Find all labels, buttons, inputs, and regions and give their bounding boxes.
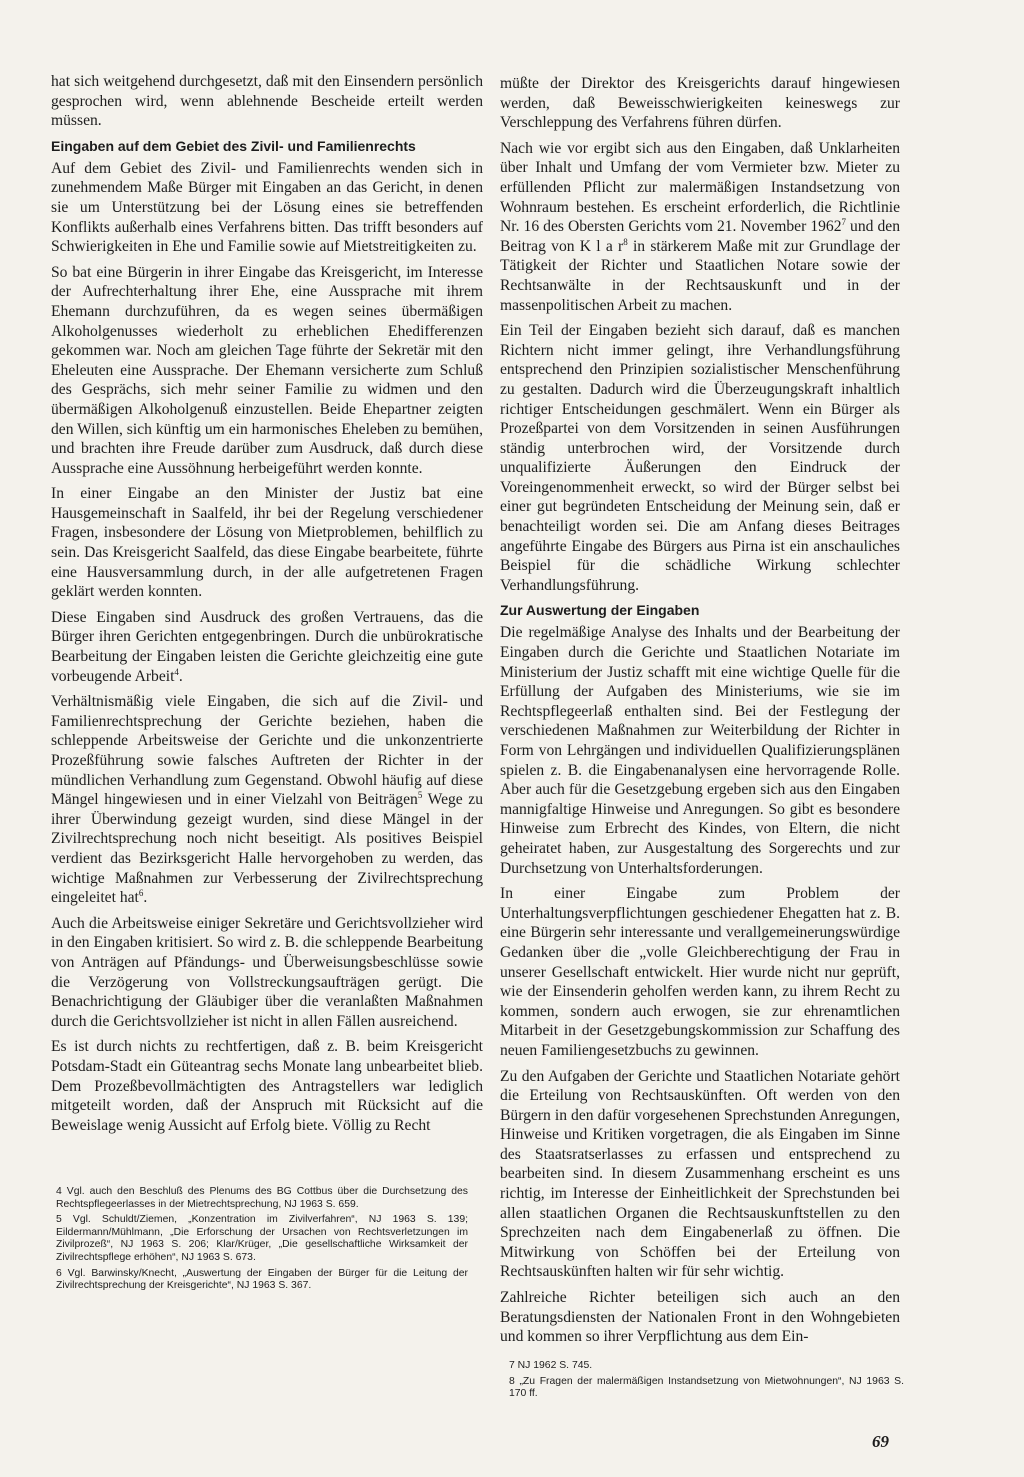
paragraph: In einer Eingabe an den Minister der Justiz bat eine Hausgemeinschaft in Saalfeld, ihr bei der Regelung verschiedener Fragen, insbesondere der Lösung von Mietproblemen, behilflich zu sein. Das Kreisgericht Saalfeld, das diese Eingabe bearbeitete, führte eine Hausversammlung durch, in der alle aufgetretenen Fragen geklärt werden konnten.	[51, 485, 483, 601]
paragraph: Zu den Aufgaben der Gerichte und Staatlichen Notariate gehört die Erteilung von Rechtsauskünften. Oft werden von den Bürgern in den dafür vorgesehenen Sprechstunden Anregungen, Hinweise und Kritiken vorgetragen, die als Eingaben im Sinne des Staatsratserlasses zu erfassen und entsprechend zu bearbeiten sind. In diesem Zusammenhang erscheint es uns richtig, im Interesse der Einheitlichkeit der Sprechstunden bei allen staatlichen Organen die Rechtsauskunftstellen zu den Sprechzeiten nach dem Eingabenerlaß zu öffnen. Die Mitwirkung von Schöffen bei der Erteilung von Rechtsauskünften halten wir für sehr wichtig.	[500, 1067, 900, 1281]
footnote-ref: 6	[138, 887, 144, 898]
section-heading: Zur Auswertung der Eingaben	[500, 602, 700, 619]
footnote-ref: 5	[417, 790, 423, 800]
section-heading: Eingaben auf dem Gebiet des Zivil- und Familienrechts	[51, 137, 416, 154]
paragraph-text: Verhältnismäßig viele Eingaben, die sich auf die Zivil- und Familienrechtsprechung der Gerichte beziehen, haben die schleppende Arbeitsweise der Gerichte und die unkonzentrierte Prozeßführung sowie falsches Auftreten der Richter in der mündlichen Verhandlung zum Gegenstand. Obwohl häufig auf diese Mängel hingewiesen und in einer Vielzahl von Beiträgen	[51, 693, 483, 809]
paragraph: Zahlreiche Richter beteiligen sich auch an den Beratungsdiensten der Nationalen Front in den Wohngebieten und kommen so ihrer Verpflichtung aus dem Ein-	[500, 1289, 900, 1346]
paragraph: Auf dem Gebiet des Zivil- und Familienrechts wenden sich in zunehmendem Maße Bürger mit Eingaben an das Gericht, in denen sie um Unterstützung bei der Lösung eines sie betreffenden Konflikts außerhalb eines Verfahrens bitten. Das trifft besonders auf Schwierigkeiten in Ehe und Familie sowie auf Mietstreitigkeiten zu.	[51, 159, 483, 256]
footnote-ref: 8	[623, 236, 628, 247]
paragraph: hat sich weitgehend durchgesetzt, daß mit den Einsendern persönlich gesprochen wird, wenn ablehnende Bescheide erteilt werden müssen.	[51, 73, 483, 130]
paragraph: Die regelmäßige Analyse des Inhalts und der Bearbeitung der Eingaben durch die Gerichte und Staatlichen Notariate im Ministerium der Justiz schafft mit eine wichtige Quelle für die Erfüllung der Aufgaben des Ministeriums, wie sie im Rechtspflegeerlaß enthalten sind. Bei der Festlegung der verschiedenen Maßnahmen zur Weiterbildung der Richter in Form von Lehrgängen und individuellen Qualifizierungsplänen spielen z. B. die Eingabenanalysen eine hervorragende Rolle. Aber auch für die Gesetzgebung ergeben sich aus den Eingaben mannigfaltige Hinweise und Anregungen. So gibt es besondere Hinweise zum Erbrecht des Kindes, von Eltern, die nicht geheiratet haben, zur Ausgestaltung des Sorgerechts und zur Durchsetzung von Unterhaltsforderungen.	[500, 624, 900, 877]
paragraph-text: Nach wie vor ergibt sich aus den Eingaben, daß Unklarheiten über Inhalt und Umfang der vom Vermieter bzw. Mieter zu erfüllenden Pflicht zur malermäßigen Instandsetzung von Wohnraum bestehen. Es erscheint erforderlich, die Richtlinie Nr. 16 des Obersten Gerichts vom 21. November 1962	[500, 139, 900, 236]
paragraph: So bat eine Bürgerin in ihrer Eingabe das Kreisgericht, im Interesse der Aufrechterhaltung ihrer Ehe, eine Aussprache mit ihrem Ehemann durchzuführen, da es wegen seines übermäßigen Alkoholgenusses wiederholt zu erheblichen Ehedifferenzen gekommen war. Noch am gleichen Tage führte der Sekretär mit den Eheleuten eine Aussprache. Der Ehemann versicherte zum Schluß des Gesprächs, sich mehr seiner Familie zu widmen und den übermäßigen Alkoholgenuß einzustellen. Beide Ehepartner zeigten den Willen, sich künftig um ein harmonisches Eheleben zu bemühen, und brachten ihre Freude darüber zum Ausdruck, daß durch diese Aussprache eine Aussöhnung herbeigeführt werden konnte.	[51, 263, 483, 477]
paragraph: In einer Eingabe zum Problem der Unterhaltungsverpflichtungen geschiedener Ehegatten hat z. B. eine Bürgerin sehr interessante und verallgemeinerungswürdige Gedanken über die „volle Gleichberechtigung der Frau in unserer Gesellschaft entwickelt. Hier wurde nicht nur geprüft, wie der Einsenderin geholfen werden kann, zu ihrem Recht zu kommen, sondern auch erwogen, sie zur ehrenamtlichen Mitarbeit in der Gesetzgebungskommission zur Schaffung des neuen Familiengesetzbuchs zu gewinnen.	[500, 885, 900, 1059]
footnote: 5 Vgl. Schuldt/Ziemen, „Konzentration im Zivilverfahren“, NJ 1963 S. 139; Eildermann/Mühlmann, „Die Erforschung der Ursachen von Rechtsverletzungen im Zivilprozeß“, NJ 1963 S. 206; Klar/Krüger, „Die gesellschaftliche Wirksamkeit der Zivilrechtspflege erhöhen“, NJ 1963 S. 673.	[56, 1214, 468, 1263]
footnote: 8 „Zu Fragen der malermäßigen Instandsetzung von Mietwohnungen“, NJ 1963 S. 170 ff.	[509, 1375, 904, 1400]
paragraph: müßte der Direktor des Kreisgerichts darauf hingewiesen werden, daß Beweisschwierigkeiten keineswegs zur Verschleppung des Verfahrens führen dürfen.	[500, 75, 900, 132]
paragraph-text: .	[143, 889, 148, 907]
paragraph-text: .	[178, 667, 183, 685]
footnote-ref: 4	[174, 666, 179, 677]
right-column	[500, 74, 900, 1353]
paragraph: Es ist durch nichts zu rechtfertigen, daß z. B. beim Kreisgericht Potsdam-Stadt ein Güteantrag sechs Monate lang unbearbeitet blieb. Dem Prozeßbevollmächtigten des Antragstellers war lediglich mitgeteilt worden, daß der Anspruch mit Rücksicht auf die Beweislage wenig Aussicht auf Erfolg biete. Völlig zu Recht	[51, 1038, 483, 1134]
footnote: 4 Vgl. auch den Beschluß des Plenums des BG Cottbus über die Durchsetzung des Rechtspflegeerlasses in der Mietrechtsprechung, NJ 1963 S. 659.	[56, 1186, 468, 1210]
paragraph: Auch die Arbeitsweise einiger Sekretäre und Gerichtsvollzieher wird in den Eingaben kritisiert. So wird z. B. die schleppende Bearbeitung von Anträgen auf Pfändungs- und Überweisungsbeschlüsse sowie die Verzögerung von Vollstreckungsaufträgen gerügt. Die Benachrichtigung der Gläubiger über die veranlaßten Maßnahmen durch die Gerichtsvollzieher ist nicht in allen Fällen ausreichend.	[51, 914, 483, 1030]
footnotes-right	[509, 1360, 904, 1404]
page-number: 69	[872, 1432, 889, 1451]
paragraph: Ein Teil der Eingaben bezieht sich darauf, daß es manchen Richtern nicht immer gelingt, ihre Verhandlungsführung entsprechend den Prinzipien sozialistischer Menschenführung zu gestalten. Dadurch wird die Überzeugungskraft inhaltlich richtiger Entscheidungen geschmälert. Wenn ein Bürger als Prozeßpartei von dem Vorsitzenden in seinen Ausführungen ständig unterbrochen wird, der Vorsitzende durch unqualifizierte Äußerungen den Eindruck der Voreingenommenheit erweckt, so wird der Bürger selbst bei einer gut begründeten Entscheidung der Meinung sein, daß er benachteiligt worden sei. Die am Anfang dieses Beitrages angeführte Eingabe des Bürgers aus Pirna ist ein anschauliches Beispiel für die schädliche Wirkung schlechter Verhandlungsführung.	[500, 322, 900, 594]
paragraph	[51, 692, 483, 908]
left-column	[51, 72, 483, 1141]
paragraph	[51, 608, 483, 686]
footnote: 7 NJ 1962 S. 745.	[509, 1360, 593, 1371]
paragraph	[500, 139, 900, 315]
paragraph-text: und den Beitrag von K l a r	[500, 218, 900, 255]
footnotes-left	[56, 1186, 468, 1296]
paragraph-text: Diese Eingaben sind Ausdruck des großen Vertrauens, das die Bürger ihren Gerichten entgegenbringen. Durch die unbürokratische Bearbeitung der Eingaben leisten die Gerichte gleichzeitig eine gute vorbeugende Arbeit	[51, 608, 483, 685]
paragraph-text: in stärkerem Maße mit zur Grundlage der Tätigkeit der Richter und Staatlichen Notare sowie der Rechtsanwälte in der Rechtsauskunft und in der massenpolitischen Arbeit zu machen.	[500, 237, 900, 314]
paragraph-text: Wege zu ihrer Überwindung gezeigt wurden, sind diese Mängel in der Zivilrechtsprechung noch nicht beseitigt. Als positives Beispiel verdient das Bezirksgericht Halle hervorgehoben zu werden, das wichtige Maßnahmen zur Verbesserung der Zivilrechtsprechung eingeleitet hat	[51, 791, 483, 907]
footnote-ref: 7	[841, 216, 847, 227]
footnote: 6 Vgl. Barwinsky/Knecht, „Auswertung der Eingaben der Bürger für die Leitung der Zivilrechtsprechung der Kreisgerichte“, NJ 1963 S. 367.	[56, 1267, 468, 1292]
